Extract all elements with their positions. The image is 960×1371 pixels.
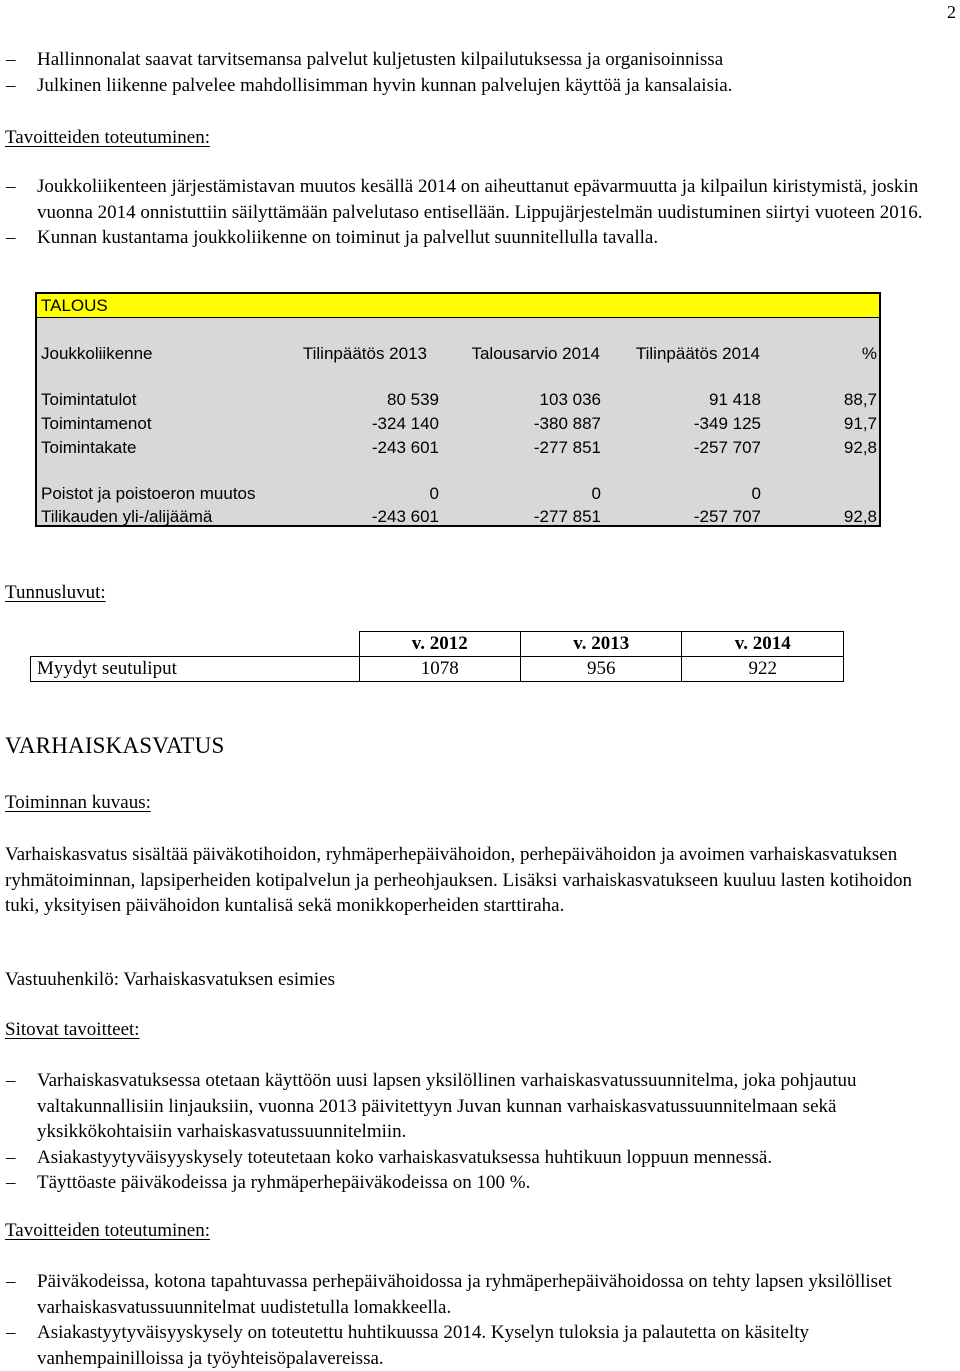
- achievement-bullet-list-2: [6, 1269, 931, 1371]
- achievement-heading-2: Tavoitteiden toteutuminen:: [5, 1220, 210, 1241]
- table-row: [37, 483, 879, 505]
- description-paragraph: Varhaiskasvatus sisältää päiväkotihoidon, ryhmäperhepäivähoidon, perhepäivähoidon ja avoimen varhaiskasvatuksen ryhmätoiminnan, lapsiperheiden kotipalvelun ja perheohjauksen. Lisäksi varhaiskasvatukseen kuuluu lasten kotihoidon tuki, yksityisen päivähoidon kuntalisä sekä monikkoperheiden starttiraha.: [5, 844, 913, 916]
- cell: 956: [520, 657, 681, 682]
- empty-cell: [31, 632, 360, 657]
- cell: -324 140: [371, 414, 439, 433]
- list-item: – Kunnan kustantama joukkoliikenne on toiminut ja palvellut suunnitellulla tavalla.: [6, 225, 931, 251]
- cell: 91,7: [843, 414, 877, 433]
- list-item: – Asiakastyytyväisyyskysely on toteutettu huhtikuussa 2014. Kyselyn tuloksia ja palautetta on käsitelty vanhempainilloissa ja työyhteisöpalavereissa.: [6, 1320, 931, 1371]
- description-heading: Toiminnan kuvaus:: [5, 792, 151, 813]
- goals-heading: Sitovat tavoitteet:: [5, 1019, 140, 1040]
- list-item: – Hallinnonalat saavat tarvitsemansa palvelut kuljetusten kilpailutuksessa ja organisoinnissa: [6, 47, 931, 73]
- row-label: Myydyt seutuliput: [31, 657, 360, 682]
- row-label: Toimintakate: [41, 438, 137, 457]
- talous-title: TALOUS: [37, 294, 879, 318]
- table-row: [31, 657, 844, 682]
- row-label: Poistot ja poistoeron muutos: [41, 484, 256, 503]
- cell: -257 707: [693, 507, 761, 526]
- row-label: Toimintatulot: [41, 390, 137, 409]
- page-number: 2: [947, 2, 956, 22]
- year-header: v. 2012: [359, 632, 520, 657]
- achievement-heading: Tavoitteiden toteutuminen:: [5, 127, 210, 148]
- cell: -243 601: [371, 438, 439, 457]
- table-row: [37, 506, 879, 528]
- top-bullet-list: [6, 47, 931, 98]
- table-row: [37, 389, 879, 411]
- header-label: Joukkoliikenne: [41, 344, 153, 363]
- header-col-ta2014: Talousarvio 2014: [471, 344, 600, 363]
- header-col-tp2014: Tilinpäätös 2014: [635, 344, 760, 363]
- list-item: – Asiakastyytyväisyyskysely toteutetaan koko varhaiskasvatuksessa huhtikuun loppuun mennessä.: [6, 1145, 931, 1171]
- cell: 88,7: [843, 390, 877, 409]
- table-header-row: [31, 632, 844, 657]
- talous-box: [35, 292, 881, 527]
- cell: 80 539: [387, 390, 439, 409]
- list-item: – Päiväkodeissa, kotona tapahtuvassa perhepäivähoidossa ja ryhmäperhepäivähoidossa on tehty lapsen yksilölliset varhaiskasvatussuunnitelmat uudistetulla lomakkeella.: [6, 1269, 931, 1320]
- cell: -380 887: [533, 414, 601, 433]
- section-title: VARHAISKASVATUS: [5, 733, 225, 758]
- tunnusluvut-table: [30, 631, 844, 682]
- goals-bullet-list: [6, 1068, 931, 1196]
- year-header: v. 2013: [520, 632, 681, 657]
- cell: -277 851: [533, 507, 601, 526]
- achievement-bullet-list: [6, 174, 931, 251]
- tunnusluvut-heading: Tunnusluvut:: [5, 582, 106, 603]
- list-item: – Julkinen liikenne palvelee mahdollisimman hyvin kunnan palvelujen käyttöä ja kansalaisia.: [6, 73, 931, 99]
- table-row: [37, 437, 879, 459]
- list-item: – Varhaiskasvatuksessa otetaan käyttöön uusi lapsen yksilöllinen varhaiskasvatussuunnitelma, joka pohjautuu valtakunnallisiin linjauksiin, vuonna 2013 päivitettyyn Juvan kunnan varhaiskasvatussuunnitelmaan sekä yksikkökohtaisiin varhaiskasvatussuunnitelmiin.: [6, 1068, 931, 1145]
- cell: -277 851: [533, 438, 601, 457]
- cell: 1078: [359, 657, 520, 682]
- row-label: Tilikauden yli-/alijäämä: [41, 507, 213, 526]
- responsible-person: Vastuuhenkilö: Varhaiskasvatuksen esimies: [5, 969, 335, 990]
- header-col-tp2013: Tilinpäätös 2013: [302, 344, 427, 363]
- cell: -257 707: [693, 438, 761, 457]
- list-item: – Täyttöaste päiväkodeissa ja ryhmäperhepäiväkodeissa on 100 %.: [6, 1170, 931, 1196]
- cell: 0: [751, 484, 761, 503]
- cell: 0: [429, 484, 439, 503]
- cell: 91 418: [709, 390, 761, 409]
- row-label: Toimintamenot: [41, 414, 152, 433]
- cell: 92,8: [843, 507, 877, 526]
- list-item: – Joukkoliikenteen järjestämistavan muutos kesällä 2014 on aiheuttanut epävarmuutta ja kilpailun kiristymistä, joskin vuonna 2014 onnistuttiin säilyttämään palvelutaso entisellään. Lippujärjestelmän uudistuminen siirtyi vuoteen 2016.: [6, 174, 931, 225]
- cell: 103 036: [539, 390, 601, 409]
- talous-header-row: [37, 343, 879, 365]
- cell: 92,8: [843, 438, 877, 457]
- cell: -243 601: [371, 507, 439, 526]
- table-row: [37, 413, 879, 435]
- cell: -349 125: [693, 414, 761, 433]
- year-header: v. 2014: [682, 632, 844, 657]
- cell: 922: [682, 657, 844, 682]
- cell: 0: [591, 484, 601, 503]
- header-col-percent: %: [861, 344, 877, 363]
